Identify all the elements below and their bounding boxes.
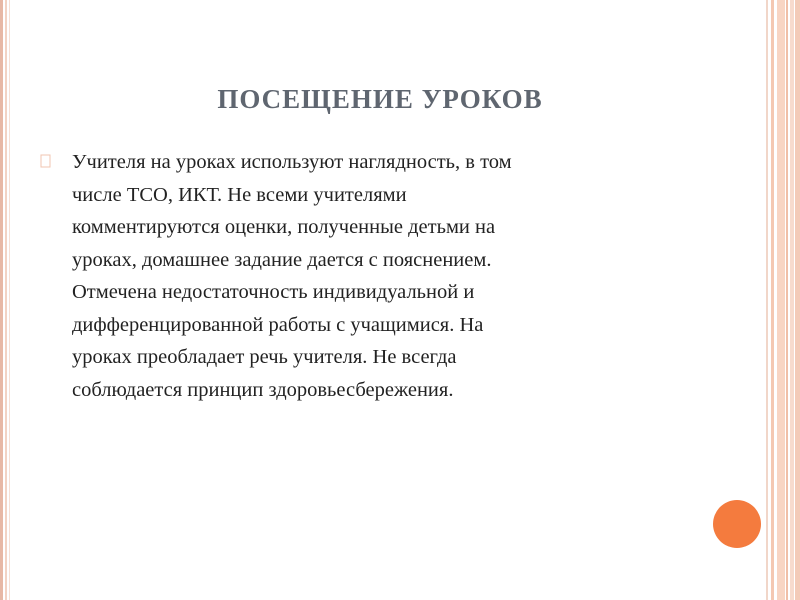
right-border-stripe bbox=[795, 0, 800, 600]
right-border-stripe bbox=[790, 0, 794, 600]
left-border-stripe bbox=[0, 0, 3, 600]
bullet-text: Учителя на уроках используют наглядность, в том числе ТСО, ИКТ. Не всеми учителями комментируются оценки, полученные детьми на уроках, домашнее задание дается с пояснением. Отмечена недостаточность индивидуальной и дифференцированной работы с учащимися. На уроках преобладает речь учителя. Не всегда соблюдается принцип здоровьесбережения. bbox=[72, 151, 512, 401]
slide-title: ПОСЕЩЕНИЕ УРОКОВ bbox=[217, 84, 543, 114]
left-border-stripe bbox=[9, 0, 10, 600]
right-border-stripe bbox=[766, 0, 768, 600]
orange-circle-icon bbox=[713, 500, 761, 548]
right-border-stripe bbox=[777, 0, 785, 600]
right-border-stripe bbox=[786, 0, 788, 600]
bullet-item bbox=[40, 146, 680, 406]
right-border-stripe bbox=[771, 0, 774, 600]
left-border-stripe bbox=[5, 0, 7, 600]
bullet-icon bbox=[40, 154, 52, 168]
